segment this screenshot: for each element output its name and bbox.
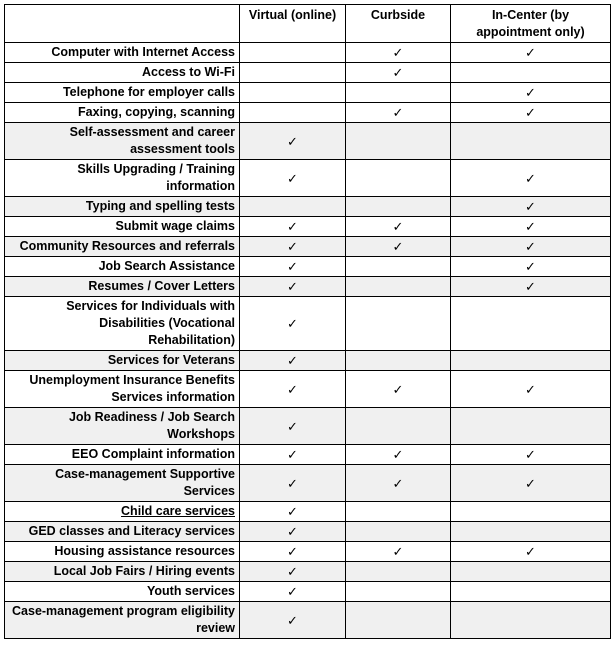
virtual-check xyxy=(240,103,346,123)
virtual-check: ✓ xyxy=(240,445,346,465)
header-curbside: Curbside xyxy=(346,5,451,43)
service-label: Computer with Internet Access xyxy=(5,43,240,63)
table-row xyxy=(5,160,611,197)
incenter-check: ✓ xyxy=(451,217,611,237)
incenter-check: ✓ xyxy=(451,445,611,465)
incenter-check: ✓ xyxy=(451,160,611,197)
table-row xyxy=(5,43,611,63)
service-label: Case-management Supportive Services xyxy=(5,465,240,502)
curbside-check xyxy=(346,522,451,542)
table-row xyxy=(5,562,611,582)
incenter-check xyxy=(451,602,611,639)
service-label: Resumes / Cover Letters xyxy=(5,277,240,297)
curbside-check xyxy=(346,351,451,371)
curbside-check xyxy=(346,123,451,160)
table-row xyxy=(5,83,611,103)
virtual-check: ✓ xyxy=(240,582,346,602)
virtual-check: ✓ xyxy=(240,502,346,522)
table-row xyxy=(5,103,611,123)
virtual-check: ✓ xyxy=(240,465,346,502)
virtual-check: ✓ xyxy=(240,277,346,297)
virtual-check: ✓ xyxy=(240,297,346,351)
virtual-check: ✓ xyxy=(240,160,346,197)
virtual-check: ✓ xyxy=(240,562,346,582)
incenter-check: ✓ xyxy=(451,542,611,562)
service-label: Youth services xyxy=(5,582,240,602)
table-row xyxy=(5,217,611,237)
incenter-check xyxy=(451,351,611,371)
incenter-check: ✓ xyxy=(451,103,611,123)
table-row xyxy=(5,237,611,257)
virtual-check xyxy=(240,63,346,83)
service-label: Job Readiness / Job Search Workshops xyxy=(5,408,240,445)
curbside-check xyxy=(346,257,451,277)
child-care-link-text: Child care services xyxy=(121,504,235,518)
curbside-check: ✓ xyxy=(346,237,451,257)
curbside-check: ✓ xyxy=(346,465,451,502)
incenter-check: ✓ xyxy=(451,197,611,217)
curbside-check xyxy=(346,83,451,103)
incenter-check xyxy=(451,297,611,351)
curbside-check: ✓ xyxy=(346,371,451,408)
curbside-check xyxy=(346,562,451,582)
service-label: Typing and spelling tests xyxy=(5,197,240,217)
curbside-check xyxy=(346,502,451,522)
service-label: Unemployment Insurance Benefits Services information xyxy=(5,371,240,408)
table-row xyxy=(5,602,611,639)
incenter-check: ✓ xyxy=(451,237,611,257)
service-label: Case-management program eligibility review xyxy=(5,602,240,639)
incenter-check: ✓ xyxy=(451,465,611,502)
table-row xyxy=(5,257,611,277)
virtual-check: ✓ xyxy=(240,237,346,257)
table-row xyxy=(5,351,611,371)
incenter-check: ✓ xyxy=(451,277,611,297)
table-row xyxy=(5,297,611,351)
service-label: Skills Upgrading / Training information xyxy=(5,160,240,197)
service-label: Job Search Assistance xyxy=(5,257,240,277)
incenter-check: ✓ xyxy=(451,83,611,103)
virtual-check: ✓ xyxy=(240,351,346,371)
incenter-check xyxy=(451,408,611,445)
virtual-check: ✓ xyxy=(240,522,346,542)
curbside-check: ✓ xyxy=(346,63,451,83)
incenter-check: ✓ xyxy=(451,371,611,408)
virtual-check xyxy=(240,43,346,63)
table-header-row xyxy=(5,5,611,43)
curbside-check xyxy=(346,277,451,297)
incenter-check xyxy=(451,502,611,522)
curbside-check xyxy=(346,160,451,197)
service-label: Self-assessment and career assessment tools xyxy=(5,123,240,160)
service-label: Submit wage claims xyxy=(5,217,240,237)
services-table xyxy=(4,4,611,639)
virtual-check xyxy=(240,197,346,217)
curbside-check: ✓ xyxy=(346,542,451,562)
service-label: Community Resources and referrals xyxy=(5,237,240,257)
curbside-check: ✓ xyxy=(346,445,451,465)
table-row xyxy=(5,502,611,522)
incenter-check xyxy=(451,562,611,582)
service-label xyxy=(5,502,240,522)
table-row xyxy=(5,542,611,562)
curbside-check xyxy=(346,297,451,351)
service-label: Services for Individuals with Disabilities (Vocational Rehabilitation) xyxy=(5,297,240,351)
incenter-check xyxy=(451,123,611,160)
table-row xyxy=(5,123,611,160)
virtual-check: ✓ xyxy=(240,371,346,408)
incenter-check: ✓ xyxy=(451,43,611,63)
table-row xyxy=(5,465,611,502)
service-label: Telephone for employer calls xyxy=(5,83,240,103)
service-label: GED classes and Literacy services xyxy=(5,522,240,542)
header-virtual: Virtual (online) xyxy=(240,5,346,43)
table-row xyxy=(5,408,611,445)
service-label: Housing assistance resources xyxy=(5,542,240,562)
virtual-check: ✓ xyxy=(240,123,346,160)
virtual-check: ✓ xyxy=(240,217,346,237)
incenter-check xyxy=(451,522,611,542)
incenter-check: ✓ xyxy=(451,257,611,277)
service-label: Services for Veterans xyxy=(5,351,240,371)
header-corner xyxy=(5,5,240,43)
table-row xyxy=(5,522,611,542)
table-row xyxy=(5,63,611,83)
curbside-check: ✓ xyxy=(346,43,451,63)
table-row xyxy=(5,445,611,465)
service-label: EEO Complaint information xyxy=(5,445,240,465)
virtual-check: ✓ xyxy=(240,602,346,639)
service-label: Faxing, copying, scanning xyxy=(5,103,240,123)
virtual-check: ✓ xyxy=(240,408,346,445)
header-incenter: In-Center (by appointment only) xyxy=(451,5,611,43)
virtual-check: ✓ xyxy=(240,542,346,562)
incenter-check xyxy=(451,582,611,602)
table-row xyxy=(5,197,611,217)
virtual-check: ✓ xyxy=(240,257,346,277)
table-row xyxy=(5,371,611,408)
curbside-check xyxy=(346,582,451,602)
incenter-check xyxy=(451,63,611,83)
table-row xyxy=(5,277,611,297)
curbside-check: ✓ xyxy=(346,217,451,237)
curbside-check: ✓ xyxy=(346,103,451,123)
curbside-check xyxy=(346,197,451,217)
virtual-check xyxy=(240,83,346,103)
service-label: Local Job Fairs / Hiring events xyxy=(5,562,240,582)
curbside-check xyxy=(346,602,451,639)
curbside-check xyxy=(346,408,451,445)
service-label: Access to Wi-Fi xyxy=(5,63,240,83)
table-row xyxy=(5,582,611,602)
